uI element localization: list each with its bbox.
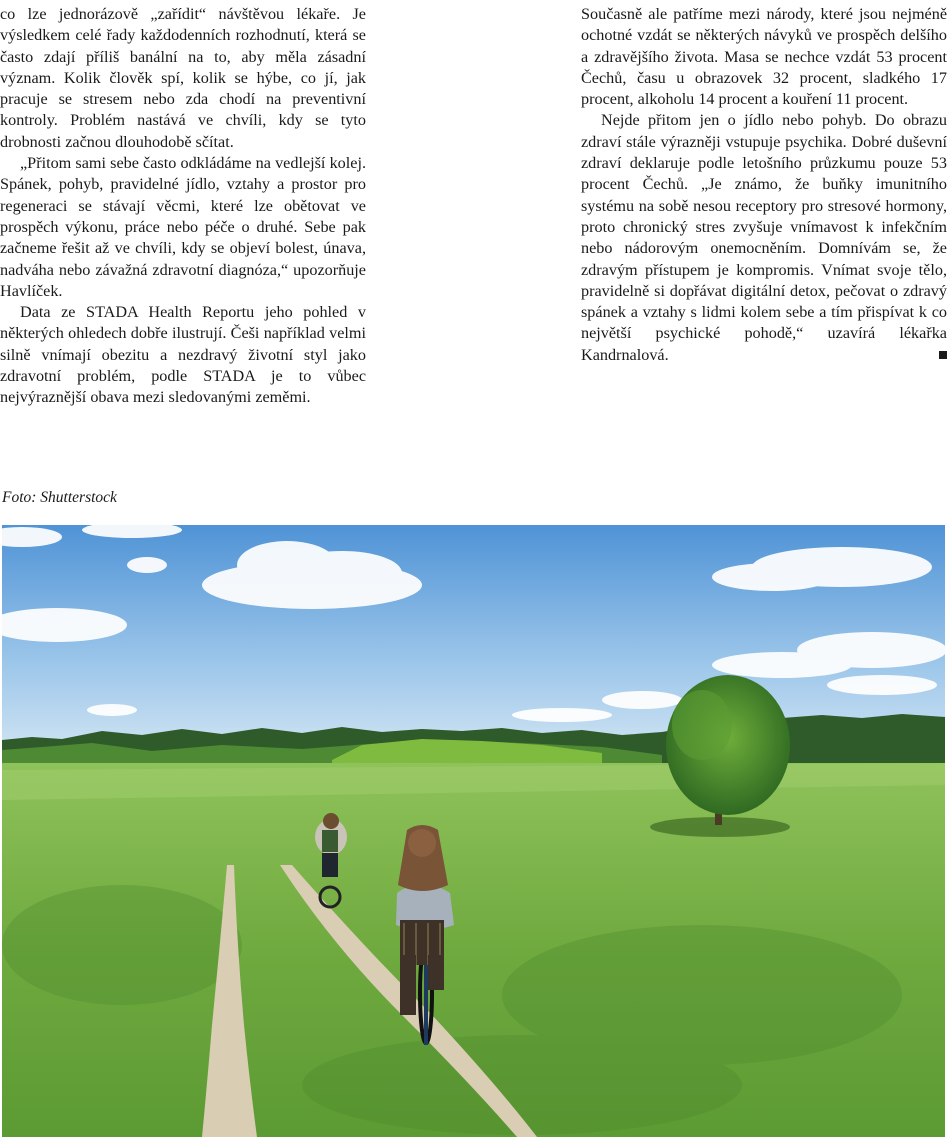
paragraph: Data ze STADA Health Reportu jeho pohled v některých ohledech dobře ilustrují. Češi například velmi silně vnímají obezitu a nezdravý životní styl jako zdravotní problém, podle STADA je to vůbec nejvýraznější obava mezi sledovanými zeměmi. [0, 303, 366, 407]
paragraph: Současně ale patříme mezi národy, které jsou nejméně ochotné vzdát se některých návyků ve prospěch delšího a zdravějšího života. Masa se nechce vzdát 53 procent Čechů, času u obrazovek 32 procent, sladkého 17 procent, alkoholu 14 procent a kouření 11 procent. [581, 5, 947, 109]
article-column-right [581, 4, 947, 366]
article-column-left [0, 4, 366, 409]
paragraph: Nejde přitom jen o jídlo nebo pohyb. Do obrazu zdraví stále výrazněji vstupuje psychika. Dobré duševní zdraví deklaruje podle letošního průzkumu pouze 53 procent Čechů. „Je známo, že buňky imunitního systému na sobě nesou receptory pro stresové hormony, proto chronický stres zvyšuje vnímavost k infekčním nebo nádorovým onemocněním. Domnívám se, že zdravým přístupem je kompromis. Vnímat svoje tělo, pravidelně si dopřávat digitální detox, pečovat o zdravý spánek a vztahy s lidmi kolem sebe a tím přispívat k co největší psychické pohodě,“ uzavírá lékařka Kandrnalová. [581, 111, 947, 364]
photo-credit: Foto: Shutterstock [2, 489, 117, 506]
article-photo [2, 525, 945, 1137]
meadow-cyclists-image [2, 525, 945, 1137]
paragraph: „Přitom sami sebe často odkládáme na vedlejší kolej. Spánek, pohyb, pravidelné jídlo, vztahy a prostor pro regeneraci se stávají věcmi, které lze obětovat ve prospěch výkonu, práce nebo péče o druhé. Sebe pak začneme řešit až ve chvíli, kdy se objeví bolest, únava, nadváha nebo závažná zdravotní diagnóza,“ upozorňuje Havlíček. [0, 154, 366, 300]
paragraph: co lze jednorázově „zařídit“ návštěvou lékaře. Je výsledkem celé řady každodenních rozhodnutí, která se často zdají příliš banální na to, aby měla zásadní význam. Kolik člověk spí, kolik se hýbe, co jí, jak pracuje se stresem nebo zda chodí na preventivní kontroly. Problém nastává ve chvíli, kdy se tyto drobnosti začnou dlouhodobě sčítat. [0, 5, 366, 151]
end-square-icon [939, 351, 947, 359]
